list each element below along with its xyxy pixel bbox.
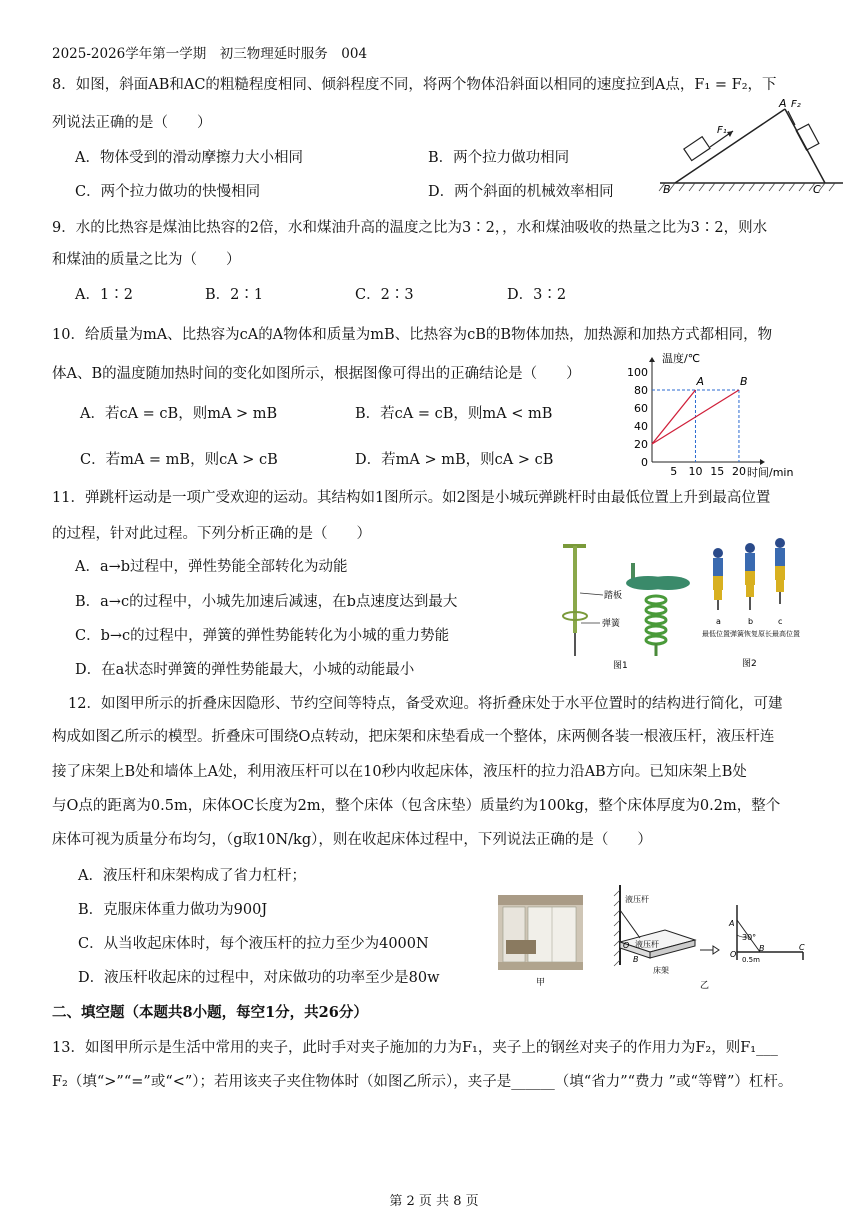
chart-x-tick-label: 10 — [688, 465, 703, 478]
chart-x-tick-label: 5 — [670, 465, 678, 478]
q12-option-c[interactable]: C．从当收起床体时，每个液压杆的拉力至少为4000N — [78, 936, 429, 952]
q10-option-a[interactable]: A．若cA = cB，则mA > mB — [80, 406, 278, 422]
label-distance: 0.5m — [742, 956, 760, 964]
chart-y-arrow — [649, 357, 655, 362]
q10-option-c[interactable]: C．若mA = mB，则cA > cB — [80, 452, 278, 468]
label-o-left: O — [623, 941, 630, 950]
q11-stem-line2: 的过程，针对此过程。下列分析正确的是（ ） — [52, 526, 371, 542]
folding-bed-model — [595, 880, 820, 992]
q12-stem-line5: 床体可视为质量分布均匀，（g取10N/kg），则在收起床体过程中，下列说法正确的是（ ） — [52, 832, 652, 848]
chart-x-axis-label: 时间/min — [747, 466, 794, 479]
chart-y-tick-label: 20 — [634, 438, 648, 451]
chart-series-line-A — [652, 390, 695, 444]
temperature-chart — [627, 350, 815, 480]
label-angle: 30° — [742, 933, 757, 942]
label-a: A — [779, 97, 787, 110]
q13-stem-line1: 13．如图甲所示是生活中常用的夹子，此时手对夹子施加的力为F₁，夹子上的钢丝对夹子的作用力为F₂，则F₁___ — [52, 1040, 778, 1056]
label-b-right: B — [759, 944, 765, 953]
chart-series-label-A: A — [696, 375, 705, 388]
q8-stem-line2: 列说法正确的是（ ） — [52, 115, 212, 131]
chart-y-tick-label: 60 — [634, 402, 648, 415]
q11-option-d[interactable]: D．在a状态时弹簧的弹性势能最大，小城的动能最小 — [75, 662, 415, 678]
chart-series-label-B: B — [739, 375, 748, 388]
incline-figure — [655, 95, 845, 200]
label-lowest: 最低位置 — [702, 630, 730, 638]
label-state-a: a — [716, 617, 721, 626]
page-header: 2025-2026学年第一学期 初三物理延时服务 004 — [52, 46, 368, 62]
label-b-left: B — [633, 955, 639, 964]
label-natural-length: 弹簧恢复原长 — [730, 630, 772, 638]
q11-option-a[interactable]: A．a→b过程中，弹性势能全部转化为动能 — [75, 559, 348, 575]
pogo-stick-figure-2 — [700, 538, 810, 673]
q8-option-c[interactable]: C．两个拉力做功的快慢相同 — [75, 184, 261, 200]
chart-x-arrow — [760, 459, 765, 465]
label-state-c: c — [778, 617, 783, 626]
label-c: C — [813, 183, 821, 196]
chart-y-axis-label: 温度/℃ — [662, 352, 701, 365]
q12-option-a[interactable]: A．液压杆和床架构成了省力杠杆； — [78, 868, 306, 884]
q12-option-b[interactable]: B．克服床体重力做功为900J — [78, 902, 268, 918]
q9-stem-line1: 9．水的比热容是煤油比热容的2倍，水和煤油升高的温度之比为3∶2，，水和煤油吸收的热量之比为3∶2，则水 — [52, 220, 768, 236]
chart-y-tick-label: 40 — [634, 420, 648, 433]
q12-stem-line3: 接了床架上B处和墙体上A处，利用液压杆可以在10秒内收起床体，液压杆的拉力沿AB方向。已知床架上B处 — [52, 764, 747, 780]
label-state-b: b — [748, 617, 754, 626]
label-b: B — [663, 183, 671, 196]
chart-x-tick-label: 20 — [731, 465, 746, 478]
label-fig2: 图2 — [742, 659, 757, 669]
label-c-right: C — [799, 943, 805, 952]
label-fig1: 图1 — [613, 661, 628, 671]
q10-option-b[interactable]: B．若cA = cB，则mA < mB — [355, 406, 553, 422]
chart-y-tick-label: 100 — [627, 366, 648, 379]
pogo-stick-figure-1 — [548, 538, 698, 673]
q9-option-d[interactable]: D．3∶2 — [507, 287, 567, 303]
q10-stem-line1: 10．给质量为mA、比热容为cA的A物体和质量为mB、比热容为cB的B物体加热，加热源和加热方式都相同，物 — [52, 327, 773, 343]
q11-option-c[interactable]: C．b→c的过程中，弹簧的弹性势能转化为小城的重力势能 — [75, 628, 450, 644]
q9-option-c[interactable]: C．2∶3 — [355, 287, 414, 303]
q12-option-d[interactable]: D．液压杆收起床的过程中，对床做功的功率至少是80w — [78, 970, 440, 986]
label-rod-top: 液压杆 — [625, 895, 649, 904]
label-spring: 弹簧 — [602, 619, 621, 629]
label-f2: F₂ — [791, 99, 801, 110]
q9-option-a[interactable]: A．1∶2 — [75, 287, 133, 303]
chart-x-tick-label: 15 — [710, 465, 725, 478]
q10-option-d[interactable]: D．若mA > mB，则cA > cB — [355, 452, 554, 468]
section-title-fill-in: 二、填空题（本题共8小题，每空1分，共26分） — [52, 1004, 368, 1021]
q8-option-d[interactable]: D．两个斜面的机械效率相同 — [428, 184, 614, 200]
label-frame: 床架 — [653, 966, 669, 975]
folding-bed-photo — [498, 895, 583, 990]
q9-option-b[interactable]: B．2∶1 — [205, 287, 264, 303]
q8-option-a[interactable]: A．物体受到的滑动摩擦力大小相同 — [75, 150, 303, 166]
q11-option-b[interactable]: B．a→c的过程中，小城先加速后减速，在b点速度达到最大 — [75, 594, 458, 610]
q12-stem-line2: 构成如图乙所示的模型。折叠床可围绕O点转动，把床架和床垫看成一个整体，床两侧各装一根液压杆，液压杆连 — [52, 729, 775, 745]
chart-y-tick-label: 80 — [634, 384, 648, 397]
q10-stem-line2: 体A、B的温度随加热时间的变化如图所示，根据图像可得出的正确结论是（ ） — [52, 366, 581, 382]
label-jia: 甲 — [536, 978, 546, 988]
label-a-right: A — [729, 919, 735, 928]
chart-y-tick-label: 0 — [641, 456, 648, 469]
q11-stem-line1: 11．弹跳杆运动是一项广受欢迎的运动。其结构如1图所示。如2图是小城玩弹跳杆时由最低位置上升到最高位置 — [52, 490, 771, 506]
q12-stem-line1: 12．如图甲所示的折叠床因隐形、节约空间等特点，备受欢迎。将折叠床处于水平位置时的结构进行简化，可建 — [68, 696, 783, 712]
label-f1: F₁ — [717, 125, 727, 136]
page-number: 第 2 页 共 8 页 — [389, 1194, 479, 1209]
label-highest: 最高位置 — [772, 630, 800, 638]
q9-stem-line2: 和煤油的质量之比为（ ） — [52, 252, 241, 268]
q8-stem-line1: 8．如图，斜面AB和AC的粗糙程度相同、倾斜程度不同，将两个物体沿斜面以相同的速度拉到A点，F₁ = F₂，下 — [52, 77, 777, 93]
label-yi: 乙 — [700, 981, 710, 991]
label-pedal: 踏板 — [604, 591, 623, 601]
label-rod-bottom: 液压杆 — [635, 940, 659, 949]
label-o-right: O — [730, 950, 737, 959]
q12-stem-line4: 与O点的距离为0.5m，床体OC长度为2m，整个床体（包含床垫）质量约为100kg，整个床体厚度为0.2m，整个 — [52, 798, 781, 814]
q13-stem-line2: F₂（填“>”“=”或“<”）；若用该夹子夹住物体时（如图乙所示），夹子是______（填“省力”“费力 ”或“等臂”）杠杆。 — [52, 1074, 793, 1090]
q8-option-b[interactable]: B．两个拉力做功相同 — [428, 150, 570, 166]
